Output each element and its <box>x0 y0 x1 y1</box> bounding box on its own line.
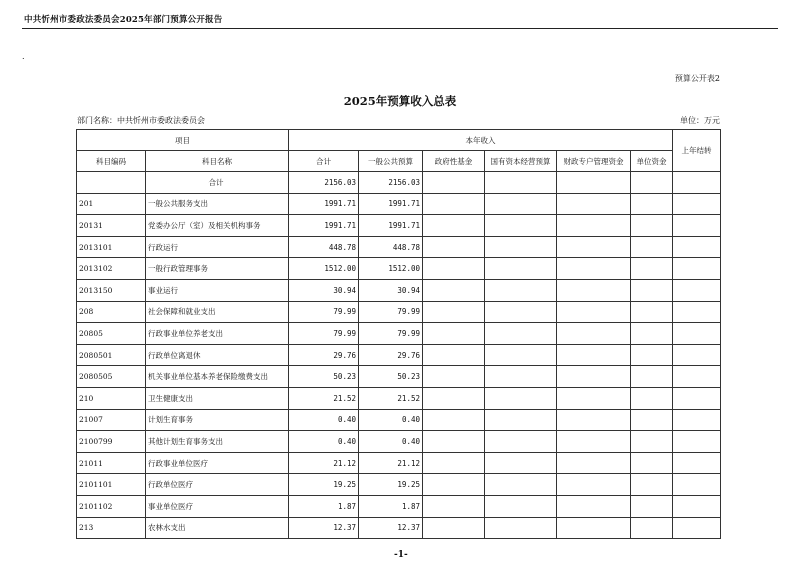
cell-gov-fund <box>423 409 485 431</box>
cell-total: 50.23 <box>289 366 359 388</box>
cell-state-capital <box>485 431 557 453</box>
cell-state-capital <box>485 279 557 301</box>
cell-unit-funds <box>631 452 673 474</box>
stray-mark: . <box>22 52 25 61</box>
cell-carryover <box>673 279 721 301</box>
cell-carryover <box>673 387 721 409</box>
cell-unit-funds <box>631 258 673 280</box>
cell-general-budget: 1512.00 <box>359 258 423 280</box>
cell-state-capital <box>485 215 557 237</box>
table-row <box>77 193 721 215</box>
cell-unit-funds <box>631 172 673 194</box>
cell-name: 一般公共服务支出 <box>146 193 289 215</box>
table-row <box>77 279 721 301</box>
page-number: -1- <box>394 550 408 560</box>
cell-gov-fund <box>423 193 485 215</box>
header-state-capital: 国有资本经营预算 <box>485 151 557 172</box>
cell-general-budget: 12.37 <box>359 517 423 539</box>
document-header-title: 中共忻州市委政法委员会2025年部门预算公开报告 <box>24 15 223 25</box>
cell-carryover <box>673 323 721 345</box>
cell-gov-fund <box>423 279 485 301</box>
cell-general-budget: 1991.71 <box>359 215 423 237</box>
table-row <box>77 323 721 345</box>
cell-code: 201 <box>77 193 146 215</box>
cell-unit-funds <box>631 193 673 215</box>
table-row <box>77 215 721 237</box>
table-row <box>77 431 721 453</box>
cell-total: 29.76 <box>289 344 359 366</box>
cell-carryover <box>673 495 721 517</box>
cell-total: 79.99 <box>289 301 359 323</box>
cell-gov-fund <box>423 431 485 453</box>
cell-special-account <box>557 258 631 280</box>
cell-carryover <box>673 193 721 215</box>
cell-code: 2013101 <box>77 236 146 258</box>
cell-unit-funds <box>631 474 673 496</box>
header-total: 合计 <box>289 151 359 172</box>
cell-gov-fund <box>423 344 485 366</box>
budget-income-table <box>76 129 721 539</box>
cell-general-budget: 0.40 <box>359 431 423 453</box>
cell-state-capital <box>485 387 557 409</box>
cell-special-account <box>557 236 631 258</box>
cell-state-capital <box>485 258 557 280</box>
table-title: 2025年预算收入总表 <box>343 94 457 108</box>
cell-total: 0.40 <box>289 409 359 431</box>
cell-general-budget: 0.40 <box>359 409 423 431</box>
cell-state-capital <box>485 344 557 366</box>
cell-carryover <box>673 258 721 280</box>
cell-name: 机关事业单位基本养老保险缴费支出 <box>146 366 289 388</box>
cell-general-budget: 30.94 <box>359 279 423 301</box>
cell-gov-fund <box>423 366 485 388</box>
cell-code: 2100799 <box>77 431 146 453</box>
cell-unit-funds <box>631 279 673 301</box>
cell-state-capital <box>485 301 557 323</box>
cell-general-budget: 21.12 <box>359 452 423 474</box>
cell-unit-funds <box>631 236 673 258</box>
cell-general-budget: 50.23 <box>359 366 423 388</box>
header-gov-fund: 政府性基金 <box>423 151 485 172</box>
cell-state-capital <box>485 172 557 194</box>
header-item-group: 项目 <box>77 130 289 151</box>
cell-general-budget: 1.87 <box>359 495 423 517</box>
cell-special-account <box>557 279 631 301</box>
cell-gov-fund <box>423 258 485 280</box>
cell-code: 2101101 <box>77 474 146 496</box>
cell-general-budget: 448.78 <box>359 236 423 258</box>
cell-special-account <box>557 517 631 539</box>
cell-general-budget: 29.76 <box>359 344 423 366</box>
form-number: 预算公开表2 <box>674 74 720 83</box>
cell-carryover <box>673 452 721 474</box>
cell-name: 社会保障和就业支出 <box>146 301 289 323</box>
cell-gov-fund <box>423 452 485 474</box>
header-carryover: 上年结转 <box>673 130 721 172</box>
cell-total: 79.99 <box>289 323 359 345</box>
cell-general-budget: 79.99 <box>359 323 423 345</box>
cell-code: 2013102 <box>77 258 146 280</box>
cell-total: 1512.00 <box>289 258 359 280</box>
cell-unit-funds <box>631 344 673 366</box>
cell-unit-funds <box>631 409 673 431</box>
cell-carryover <box>673 366 721 388</box>
cell-general-budget: 1991.71 <box>359 193 423 215</box>
cell-total: 21.12 <box>289 452 359 474</box>
table-row <box>77 474 721 496</box>
cell-state-capital <box>485 193 557 215</box>
cell-unit-funds <box>631 366 673 388</box>
cell-unit-funds <box>631 387 673 409</box>
cell-special-account <box>557 301 631 323</box>
cell-name: 行政运行 <box>146 236 289 258</box>
cell-name: 党委办公厅（室）及相关机构事务 <box>146 215 289 237</box>
cell-carryover <box>673 236 721 258</box>
cell-special-account <box>557 431 631 453</box>
table-row <box>77 344 721 366</box>
cell-total: 12.37 <box>289 517 359 539</box>
header-code: 科目编码 <box>77 151 146 172</box>
cell-unit-funds <box>631 495 673 517</box>
cell-code: 210 <box>77 387 146 409</box>
cell-code: 20131 <box>77 215 146 237</box>
cell-special-account <box>557 172 631 194</box>
table-row <box>77 495 721 517</box>
cell-total: 0.40 <box>289 431 359 453</box>
cell-name: 事业单位医疗 <box>146 495 289 517</box>
table-row <box>77 258 721 280</box>
cell-total: 21.52 <box>289 387 359 409</box>
cell-state-capital <box>485 474 557 496</box>
table-row <box>77 517 721 539</box>
cell-total: 30.94 <box>289 279 359 301</box>
header-general-budget: 一般公共预算 <box>359 151 423 172</box>
cell-name: 计划生育事务 <box>146 409 289 431</box>
cell-name: 其他计划生育事务支出 <box>146 431 289 453</box>
cell-total: 1991.71 <box>289 215 359 237</box>
cell-general-budget: 2156.03 <box>359 172 423 194</box>
cell-name: 行政事业单位养老支出 <box>146 323 289 345</box>
cell-name: 行政单位离退休 <box>146 344 289 366</box>
header-divider <box>22 28 778 29</box>
cell-state-capital <box>485 409 557 431</box>
cell-gov-fund <box>423 215 485 237</box>
cell-unit-funds <box>631 323 673 345</box>
cell-carryover <box>673 172 721 194</box>
cell-carryover <box>673 301 721 323</box>
cell-state-capital <box>485 495 557 517</box>
cell-total: 1991.71 <box>289 193 359 215</box>
cell-carryover <box>673 431 721 453</box>
cell-total: 2156.03 <box>289 172 359 194</box>
cell-name: 卫生健康支出 <box>146 387 289 409</box>
cell-code: 20805 <box>77 323 146 345</box>
cell-state-capital <box>485 452 557 474</box>
cell-gov-fund <box>423 495 485 517</box>
header-unit-funds: 单位资金 <box>631 151 673 172</box>
cell-code: 2080501 <box>77 344 146 366</box>
cell-general-budget: 21.52 <box>359 387 423 409</box>
table-row <box>77 452 721 474</box>
cell-carryover <box>673 344 721 366</box>
cell-state-capital <box>485 236 557 258</box>
table-row <box>77 387 721 409</box>
cell-code: 2080505 <box>77 366 146 388</box>
cell-gov-fund <box>423 517 485 539</box>
unit-label: 单位：万元 <box>680 116 720 125</box>
cell-unit-funds <box>631 215 673 237</box>
cell-general-budget: 79.99 <box>359 301 423 323</box>
cell-general-budget: 19.25 <box>359 474 423 496</box>
header-name: 科目名称 <box>146 151 289 172</box>
cell-gov-fund <box>423 323 485 345</box>
cell-unit-funds <box>631 301 673 323</box>
cell-gov-fund <box>423 301 485 323</box>
cell-name: 一般行政管理事务 <box>146 258 289 280</box>
table-row <box>77 366 721 388</box>
cell-gov-fund <box>423 236 485 258</box>
cell-special-account <box>557 474 631 496</box>
cell-total: 448.78 <box>289 236 359 258</box>
cell-name: 农林水支出 <box>146 517 289 539</box>
cell-code <box>77 172 146 194</box>
cell-special-account <box>557 344 631 366</box>
cell-name: 事业运行 <box>146 279 289 301</box>
cell-name: 行政事业单位医疗 <box>146 452 289 474</box>
cell-carryover <box>673 517 721 539</box>
cell-code: 2013150 <box>77 279 146 301</box>
cell-total: 19.25 <box>289 474 359 496</box>
cell-unit-funds <box>631 431 673 453</box>
cell-special-account <box>557 323 631 345</box>
cell-state-capital <box>485 517 557 539</box>
cell-code: 208 <box>77 301 146 323</box>
cell-unit-funds <box>631 517 673 539</box>
cell-state-capital <box>485 323 557 345</box>
cell-code: 2101102 <box>77 495 146 517</box>
cell-special-account <box>557 366 631 388</box>
cell-name: 行政单位医疗 <box>146 474 289 496</box>
cell-gov-fund <box>423 172 485 194</box>
cell-carryover <box>673 474 721 496</box>
cell-code: 21007 <box>77 409 146 431</box>
cell-state-capital <box>485 366 557 388</box>
cell-gov-fund <box>423 474 485 496</box>
cell-total: 1.87 <box>289 495 359 517</box>
header-special-account: 财政专户管理资金 <box>557 151 631 172</box>
cell-code: 213 <box>77 517 146 539</box>
cell-special-account <box>557 452 631 474</box>
cell-carryover <box>673 215 721 237</box>
department-name: 部门名称：中共忻州市委政法委员会 <box>77 116 205 125</box>
cell-gov-fund <box>423 387 485 409</box>
cell-special-account <box>557 495 631 517</box>
table-row <box>77 301 721 323</box>
cell-special-account <box>557 215 631 237</box>
cell-carryover <box>673 409 721 431</box>
table-row <box>77 409 721 431</box>
cell-special-account <box>557 387 631 409</box>
table-total-row <box>77 172 721 194</box>
cell-special-account <box>557 193 631 215</box>
table-row <box>77 236 721 258</box>
cell-name: 合计 <box>146 172 289 194</box>
cell-code: 21011 <box>77 452 146 474</box>
cell-special-account <box>557 409 631 431</box>
header-income-group: 本年收入 <box>289 130 673 151</box>
